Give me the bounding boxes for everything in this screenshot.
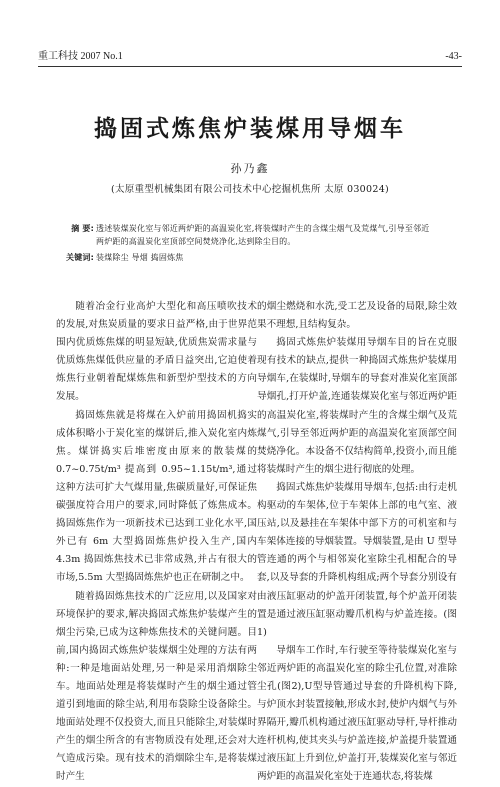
keywords-row [66,251,434,264]
keywords-label: 关键词: [66,253,94,262]
header-rule [38,66,462,67]
body-paragraph: 捣固式炼焦炉装煤用导烟车,包括:由行走机构驱动的车架体,位于车架体上部的电气室、液压站,以及悬挂在车架体中部下方的可机室和与车架体连接的导烟装置。导烟装置,是由 U 型导管连通的两个与相邻炭化室除尘孔相配合的导套,以及导套的升降机构组成;两个导套分别设有由液压缸驱动的炉盖开闭装置,每个炉盖开闭装置是通过液压缸驱动瓣爪机构与炉盖连接。(图1) [257,481,457,638]
author-name: 孙乃鑫 [230,162,270,175]
abstract-block [66,222,434,264]
article-title: 捣固式炼焦炉装煤用导烟车 [94,116,406,142]
body-paragraph: 导烟车工作时,车行驶至等待装煤炭化室与邻近两炉距的高温炭化室的除尘孔位置,对准除尘孔(图2),U型导管通过导套的升降机构下降,与炉顶水封装置接触,形成水封,使炉内烟气与外界隔开,瓣爪机构通过液压缸驱动导杆,导杆推动连杆机构,使其夹头与炉盖连接,炉盖提升装置通过液压缸上升到位,炉盖打开,装煤炭化室与邻近两炉距的高温炭化室处于连通状态,将装煤 [257,644,457,783]
running-header [38,50,462,64]
body-paragraph: 随着冶金行业高炉大型化和高压喷吹技术的发展,对焦炭质量的要求日益严格,由于世界范围内优质炼焦煤的明显短缺,优质焦炭需求量与优质炼焦煤低供应量的矛盾日益突出,它迫使着炼焦行业朝着配煤炼焦和新型炉型技术的方向发展。 [56,301,257,403]
body-paragraph: 捣固炼焦就是将煤在入炉前用捣固机捣实成体积略小于炭化室的煤饼后,推入炭化室内炼焦。煤饼捣实后堆密度由原来的散装煤的 0.7~0.75t/m³ 提高到 0.95~1.15t/m³,通过这种方法可扩大气煤用量,焦碳质量好,可保证焦碳强度符合用户的要求,同时降低了炼焦成本。捣固炼焦作为一项新技术已达到工业化水平,国外已有 6m 大型捣固炼焦炉投入生产,国内 4.3m 捣固炼焦技术已非常成熟,并占有很大的市场,5.5m 大型捣固炼焦炉也正在研制之中。 [56,409,257,584]
body-paragraph: 捣固式炼焦炉装煤用导烟车目的旨在克服现有技术的缺点,提供一种捣固式炼焦炉装煤用导烟车,在装煤时,导烟车的导套对准炭化室顶部导烟孔,打开炉盖,连通装煤炭化室与邻近两炉距的高温炭化室,将装煤时产生的含煤尘烟气及荒煤气,引导至邻近两炉距的高温炭化室顶部空间焚烧净化。本设备不仅结构简单,投资小,而且能将装煤时产生的烟尘进行彻底的处理。 [257,337,457,475]
body-column-right [257,298,457,783]
author-affiliation: (太原重型机械集团有限公司技术中心挖掘机焦所 太原 030024) [110,184,390,195]
abstract-row [71,222,434,248]
journal-issue: 重工科技 2007 No.1 [38,51,123,62]
keywords-text: 装煤除尘 导烟 捣固炼焦 [96,253,184,262]
abstract-text: 透述装煤炭化室与邻近两炉距的高温炭化室,将装煤时产生的含煤尘烟气及荒煤气,引导至邻近两炉距的高温炭化室顶部空间焚烧净化,达到除尘目的。 [96,224,430,246]
abstract-label: 摘 要: [71,224,94,233]
body-column-left [56,298,257,783]
page-number: -43- [445,51,462,62]
body-paragraph: 随着捣固炼焦技术的广泛应用,以及国家对环境保护的要求,解决捣固式炼焦炉装煤产生的烟尘污染,已成为这种炼焦技术的关键问题。目前,国内捣固式炼焦炉装煤烟尘处理的方法有两种:一种是地面站处理,另一种是采用消烟除尘车。地面站处理是将装煤时产生的烟尘通过管道引到地面的除尘站,利用布袋除尘设备除尘。地面站处理不仅投资大,而且只能除尘,对装煤时产生的烟尘所含的有害物质没有处理,还会对大气造成污染。现有技术的消烟除尘车,是将装煤时产生 [56,590,257,783]
body-paragraph-continued: 的烟尘燃烧和水洗,受工艺及设备的局限,除尘效果不理想,且结构复杂。 [257,301,457,331]
